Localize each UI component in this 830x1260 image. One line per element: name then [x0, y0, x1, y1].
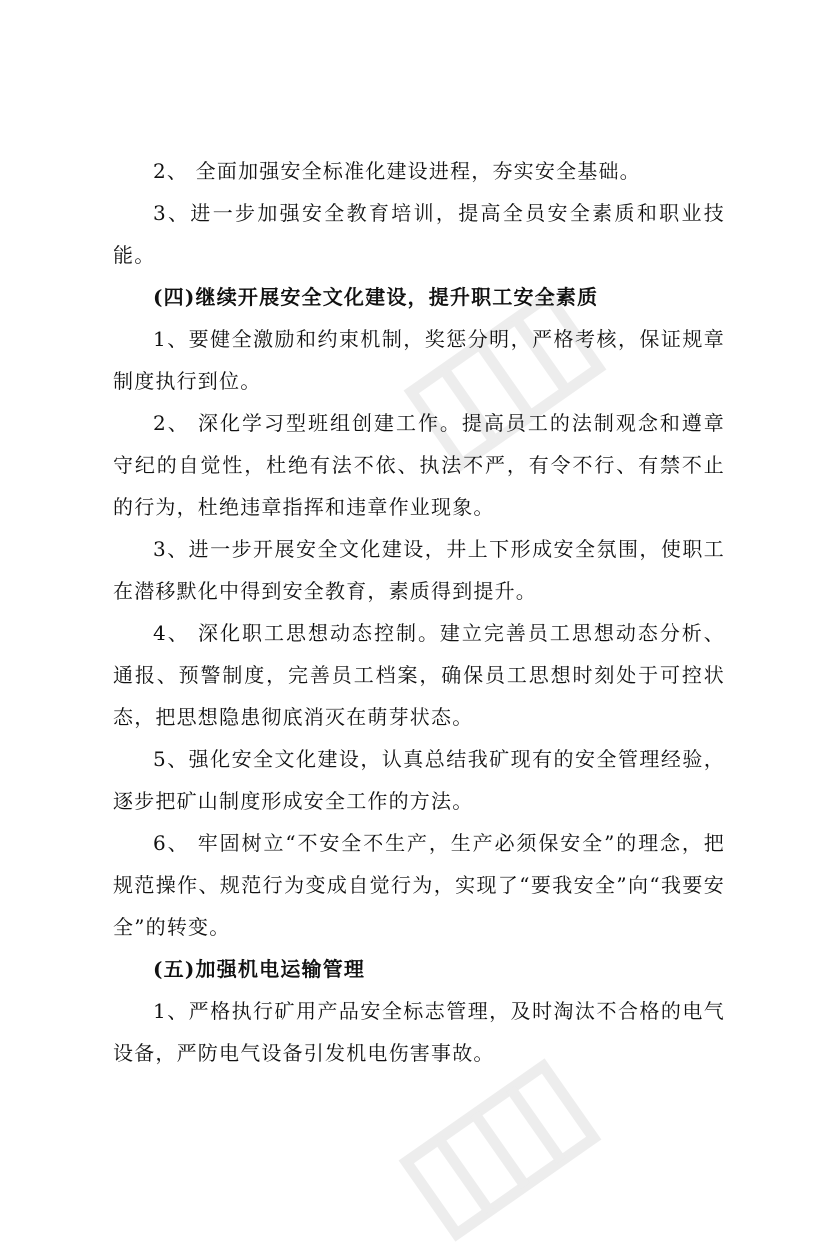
paragraph: 2、 深化学习型班组创建工作。提高员工的法制观念和遵章守纪的自觉性，杜绝有法不依、执法不严，有令不行、有禁不止的行为，杜绝违章指挥和违章作业现象。 [113, 411, 725, 519]
paragraph: 3、进一步加强安全教育培训，提高全员安全素质和职业技能。 [113, 201, 725, 267]
section-heading: (四)继续开展安全文化建设，提升职工安全素质 [153, 285, 599, 309]
paragraph: 5、强化安全文化建设，认真总结我矿现有的安全管理经验，逐步把矿山制度形成安全工作的方法。 [113, 747, 725, 813]
paragraph: 2、 全面加强安全标准化建设进程，夯实安全基础。 [153, 159, 641, 183]
paragraph: 1、严格执行矿用产品安全标志管理，及时淘汰不合格的电气设备，严防电气设备引发机电伤害事故。 [113, 999, 725, 1065]
paragraph: 1、要健全激励和约束机制，奖惩分明，严格考核，保证规章制度执行到位。 [113, 327, 725, 393]
paragraph: 4、 深化职工思想动态控制。建立完善员工思想动态分析、通报、预警制度，完善员工档案，确保员工思想时刻处于可控状态，把思想隐患彻底消灭在萌芽状态。 [113, 621, 725, 729]
document-body [113, 150, 725, 1074]
paragraph: 3、进一步开展安全文化建设，井上下形成安全氛围，使职工在潜移默化中得到安全教育，素质得到提升。 [113, 537, 725, 603]
section-heading: (五)加强机电运输管理 [153, 957, 366, 981]
paragraph: 6、 牢固树立“不安全不生产，生产必须保安全”的理念，把规范操作、规范行为变成自觉行为，实现了“要我安全”向“我要安全”的转变。 [113, 831, 725, 939]
